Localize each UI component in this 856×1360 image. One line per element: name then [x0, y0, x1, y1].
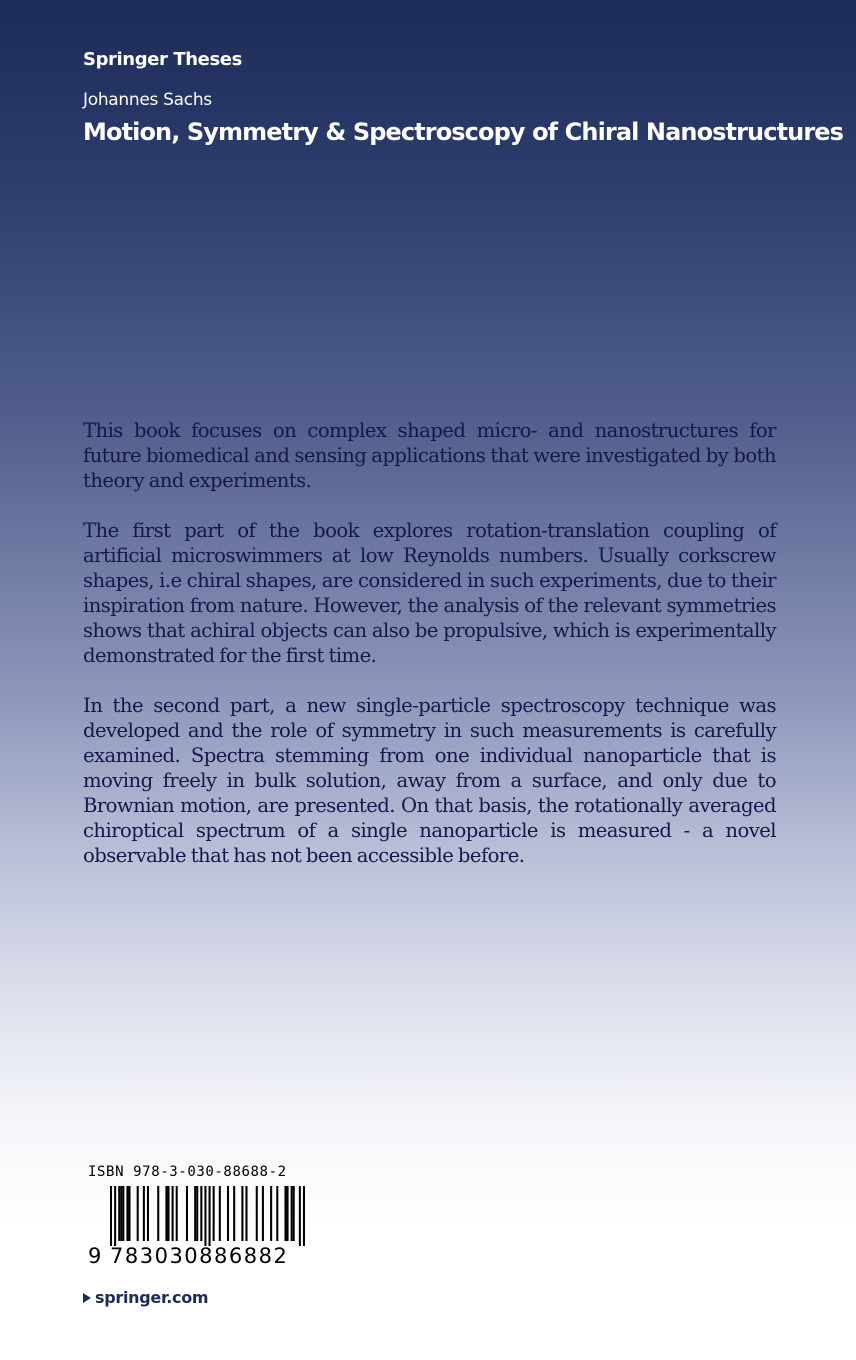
book-title: Motion, Symmetry & Spectroscopy of Chiral Nanostructures — [83, 118, 844, 146]
barcode-bar — [194, 1186, 196, 1241]
barcode-bar — [196, 1186, 198, 1241]
barcode-bar — [110, 1186, 112, 1246]
barcode-bar — [200, 1186, 202, 1241]
barcode-bar — [256, 1186, 258, 1241]
barcode — [110, 1186, 305, 1246]
barcode-bar — [122, 1186, 124, 1241]
barcode-bar — [167, 1186, 169, 1241]
barcode-bar — [186, 1186, 188, 1241]
barcode-bar — [165, 1186, 167, 1241]
barcode-bar — [233, 1186, 235, 1241]
barcode-bar — [262, 1186, 264, 1241]
barcode-bar — [227, 1186, 229, 1241]
barcode-bar — [241, 1186, 243, 1241]
barcode-bar — [284, 1186, 286, 1241]
barcode-bar — [209, 1186, 211, 1246]
blurb-paragraph-3: In the second part, a new single-particle spectroscopy technique was developed and the role of symmetry in such measurements is carefully examined. Spectra stemming from one individual nanoparticle that is moving freely in bulk solution, away from a surface, and only due to Brownian motion, are presented. On that basis, the rotationally averaged chiroptical spectrum of a single nanoparticle is measured - a novel observable that has not been accessible before. — [83, 694, 776, 867]
barcode-bar — [143, 1186, 145, 1241]
barcode-bar — [276, 1186, 278, 1241]
barcode-bar — [128, 1186, 130, 1241]
barcode-digits: 783030886882 — [110, 1244, 289, 1268]
publisher-link[interactable] — [83, 1288, 208, 1307]
barcode-bar — [270, 1186, 272, 1241]
barcode-bar — [176, 1186, 178, 1241]
barcode-bar — [157, 1186, 159, 1241]
barcode-bar — [287, 1186, 289, 1241]
barcode-bar — [126, 1186, 128, 1241]
publisher-url: springer.com — [95, 1288, 209, 1307]
isbn-label: ISBN 978-3-030-88688-2 — [88, 1164, 287, 1180]
barcode-bar — [147, 1186, 149, 1241]
blurb-paragraph-1: This book focuses on complex shaped micro- and nanostructures for future biomedical and sensing applications that were investigated by both theory and experiments. — [83, 419, 776, 492]
barcode-bar — [120, 1186, 122, 1241]
blurb — [83, 418, 776, 893]
barcode-bar — [293, 1186, 295, 1241]
barcode-bar — [204, 1186, 206, 1246]
barcode-bar — [137, 1186, 139, 1241]
barcode-bar — [118, 1186, 120, 1241]
barcode-bar — [299, 1186, 301, 1246]
barcode-bar — [219, 1186, 221, 1241]
triangle-right-icon — [83, 1293, 91, 1303]
barcode-bar — [213, 1186, 215, 1241]
barcode-bar — [245, 1186, 247, 1241]
barcode-bar — [172, 1186, 174, 1241]
series-name: Springer Theses — [83, 49, 242, 70]
author-name: Johannes Sachs — [83, 90, 212, 110]
barcode-bar — [114, 1186, 116, 1246]
barcode-bar — [291, 1186, 293, 1241]
barcode-bar — [303, 1186, 305, 1246]
barcode-first-digit: 9 — [88, 1244, 102, 1268]
blurb-paragraph-2: The first part of the book explores rotation-translation coupling of artificial microswimmers at low Reynolds numbers. Usually corkscrew shapes, i.e chiral shapes, are considered in such experiments, due to their inspiration from nature. However, the analysis of the relevant symmetries shows that achiral objects can also be propulsive, which is experimentally demonstrated for the first time. — [83, 519, 776, 667]
